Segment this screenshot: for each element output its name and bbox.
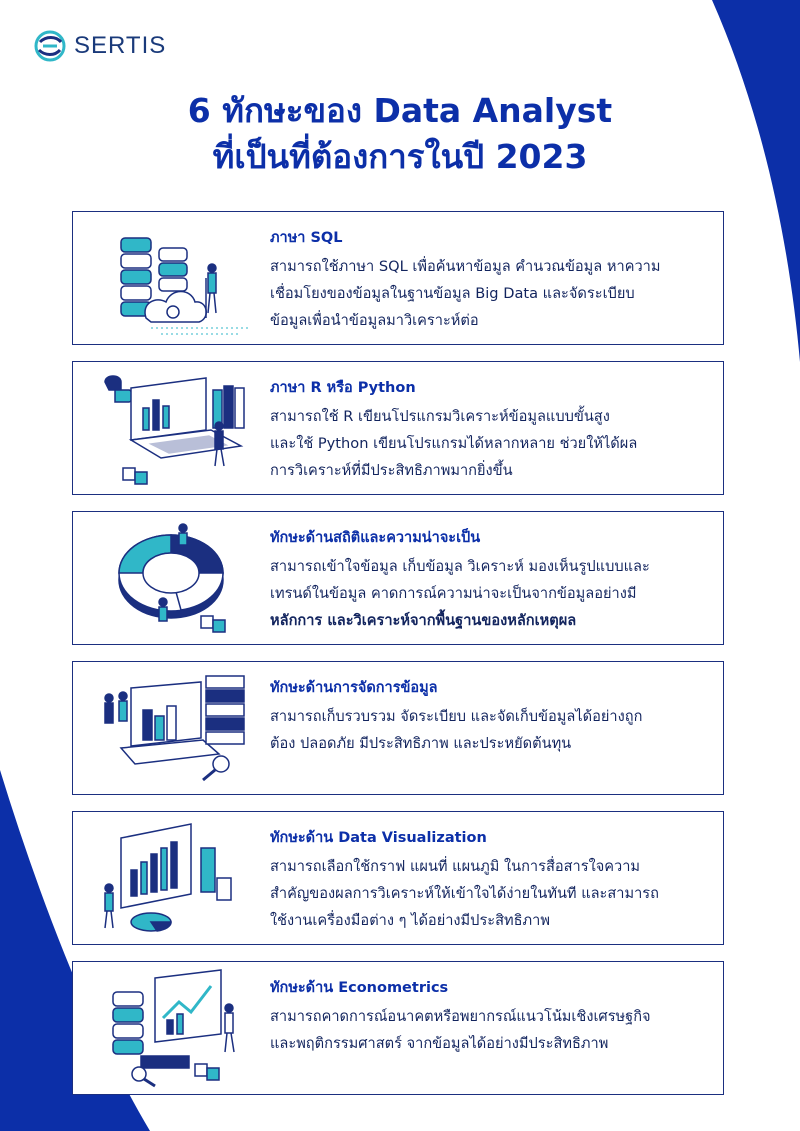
laptop-python-illustration: [91, 368, 261, 490]
page-title: [0, 88, 800, 180]
skill-desc-line: การวิเคราะห์ที่มีประสิทธิภาพมากยิ่งขึ้น: [270, 462, 513, 479]
skill-desc-line: สามารถเข้าใจข้อมูล เก็บข้อมูล วิเคราะห์ มองเห็นรูปแบบและ: [270, 558, 650, 575]
skill-desc-line: สามารถคาดการณ์อนาคตหรือพยากรณ์แนวโน้มเชิงเศรษฐกิจ: [270, 1008, 651, 1025]
donut-chart-illustration: [91, 518, 261, 640]
skill-desc-line: สำคัญของผลการวิเคราะห์ให้เข้าใจได้ง่ายในทันที และสามารถ: [270, 885, 659, 902]
skill-desc-line: ใช้งานเครื่องมือต่าง ๆ ได้อย่างมีประสิทธิภาพ: [270, 912, 550, 929]
skill-title: ภาษา SQL: [270, 230, 343, 246]
skill-desc-line: เชื่อมโยงของข้อมูลในฐานข้อมูล Big Data และจัดระเบียบ: [270, 285, 635, 302]
skill-desc-line: ต้อง ปลอดภัย มีประสิทธิภาพ และประหยัดต้นทุน: [270, 735, 572, 752]
skill-desc-line: สามารถใช้ภาษา SQL เพื่อค้นหาข้อมูล คำนวณข้อมูล หาความ: [270, 258, 661, 275]
skill-desc-line: สามารถเก็บรวบรวม จัดระเบียบ และจัดเก็บข้อมูลได้อย่างถูก: [270, 708, 643, 725]
skill-title: ทักษะด้าน Data Visualization: [270, 830, 487, 846]
skill-title: ทักษะด้าน Econometrics: [270, 980, 449, 996]
logo-text: SERTIS: [74, 32, 167, 59]
skill-card-statistics: [72, 511, 724, 645]
sertis-logo-icon: [34, 30, 66, 62]
dashboard-chart-illustration: [91, 818, 261, 940]
skill-card-data-management: [72, 661, 724, 795]
skill-card-econometrics: [72, 961, 724, 1095]
skill-desc-line: หลักการ และวิเคราะห์จากพื้นฐานของหลักเหตุผล: [270, 612, 577, 629]
skill-desc-line: เทรนด์ในข้อมูล คาดการณ์ความน่าจะเป็นจากข้อมูลอย่างมี: [270, 585, 637, 602]
sertis-logo: [34, 30, 166, 62]
database-presentation-illustration: [91, 968, 261, 1090]
skill-title: ทักษะด้านสถิติและความน่าจะเป็น: [270, 530, 481, 546]
skill-card-r-python: [72, 361, 724, 495]
title-line-1: 6 ทักษะของ Data Analyst: [187, 91, 613, 130]
skill-card-sql: [72, 211, 724, 345]
database-cloud-illustration: [91, 218, 261, 340]
skill-title: ภาษา R หรือ Python: [270, 380, 416, 396]
skill-desc-line: สามารถเลือกใช้กราฟ แผนที่ แผนภูมิ ในการสื่อสารใจความ: [270, 858, 641, 875]
skill-desc-line: สามารถใช้ R เขียนโปรแกรมวิเคราะห์ข้อมูลแบบขั้นสูง: [270, 408, 610, 425]
skill-desc-line: และพฤติกรรมศาสตร์ จากข้อมูลได้อย่างมีประสิทธิภาพ: [270, 1035, 609, 1052]
skill-title: ทักษะด้านการจัดการข้อมูล: [270, 680, 438, 696]
skill-desc-line: และใช้ Python เขียนโปรแกรมได้หลากหลาย ช่วยให้ได้ผล: [270, 435, 638, 452]
server-laptop-illustration: [91, 668, 261, 790]
skill-card-data-visualization: [72, 811, 724, 945]
skill-desc-line: ข้อมูลเพื่อนำข้อมูลมาวิเคราะห์ต่อ: [270, 312, 479, 329]
title-line-2: ที่เป็นที่ต้องการในปี 2023: [212, 137, 588, 176]
